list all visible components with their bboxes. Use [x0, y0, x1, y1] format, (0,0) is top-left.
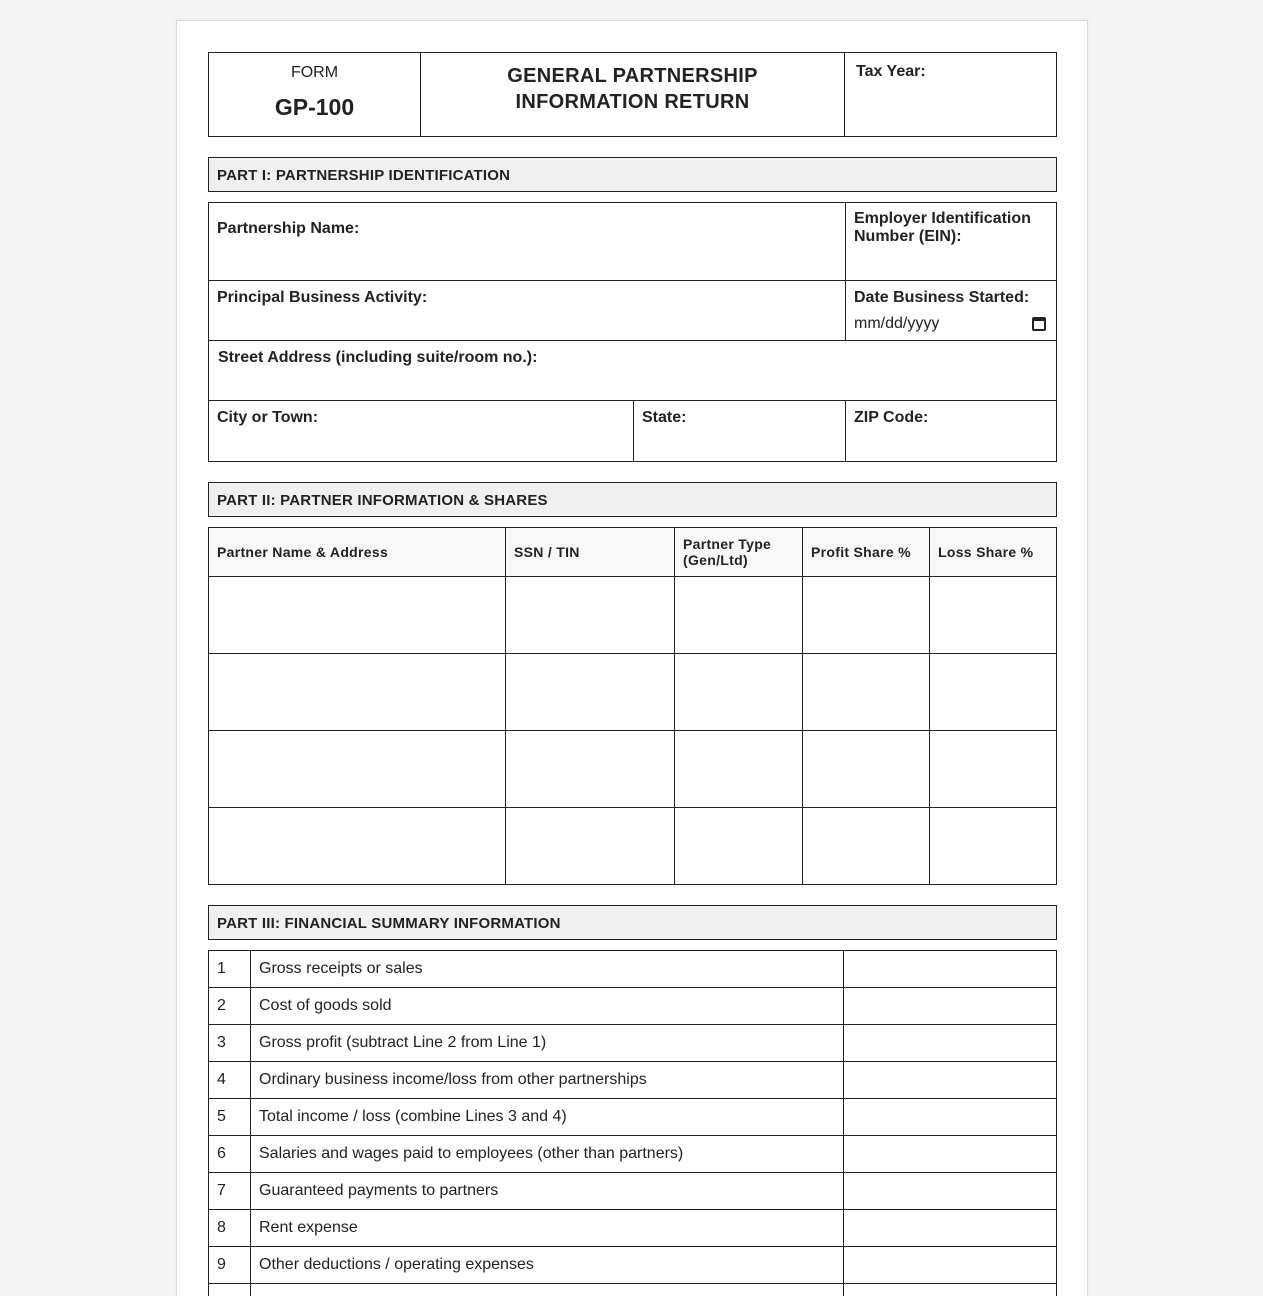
table-row: [209, 1062, 1057, 1099]
date-placeholder: mm/dd/yyyy: [854, 315, 940, 332]
ssn-cell[interactable]: [506, 808, 675, 885]
table-row: [209, 1284, 1057, 1296]
partner-table-header: [209, 528, 1057, 577]
table-row: [209, 1099, 1057, 1136]
loss-share-cell[interactable]: [930, 577, 1057, 654]
date-started-label: Date Business Started:: [854, 289, 1030, 306]
form-title-box: [421, 53, 845, 136]
form-id-box: [209, 53, 421, 136]
partner-type-cell[interactable]: [675, 577, 803, 654]
line-amount-field[interactable]: [844, 1173, 1057, 1210]
table-row: [209, 1210, 1057, 1247]
line-number: 6: [209, 1136, 251, 1173]
profit-share-cell[interactable]: [803, 654, 930, 731]
part2-heading: PART II: PARTNER INFORMATION & SHARES: [208, 482, 1057, 517]
table-row: [209, 1247, 1057, 1284]
line-description: Cost of goods sold: [251, 988, 844, 1025]
loss-share-cell[interactable]: [930, 731, 1057, 808]
line-amount-field[interactable]: [844, 1025, 1057, 1062]
state-field[interactable]: [633, 401, 845, 461]
table-row: [209, 988, 1057, 1025]
line-number: 9: [209, 1247, 251, 1284]
line-number: 5: [209, 1099, 251, 1136]
line-number: 1: [209, 951, 251, 988]
business-activity-label: Principal Business Activity:: [217, 289, 428, 306]
partner-name-cell[interactable]: [209, 654, 506, 731]
line-description: Ordinary business income/loss from other partnerships: [251, 1062, 844, 1099]
partner-name-cell[interactable]: [209, 731, 506, 808]
form-title: [421, 63, 844, 115]
table-row: [209, 808, 1057, 885]
form-content: [208, 52, 1057, 1296]
street-address-field[interactable]: [209, 341, 1056, 400]
line-amount-field[interactable]: [844, 1062, 1057, 1099]
zip-field[interactable]: [845, 401, 1056, 461]
calendar-icon[interactable]: [1032, 317, 1046, 331]
line-number: 4: [209, 1062, 251, 1099]
city-field[interactable]: [209, 401, 633, 461]
part3-heading: PART III: FINANCIAL SUMMARY INFORMATION: [208, 905, 1057, 940]
line-number: 8: [209, 1210, 251, 1247]
line-number: 7: [209, 1173, 251, 1210]
profit-share-cell[interactable]: [803, 577, 930, 654]
line-amount-field[interactable]: [844, 1136, 1057, 1173]
form-title-line2: INFORMATION RETURN: [515, 91, 750, 113]
date-started-field: [845, 281, 1056, 340]
part1-heading: PART I: PARTNERSHIP IDENTIFICATION: [208, 157, 1057, 192]
line-amount-field[interactable]: [844, 951, 1057, 988]
zip-label: ZIP Code:: [854, 409, 929, 426]
line-amount-field[interactable]: [844, 1099, 1057, 1136]
table-row: [209, 1025, 1057, 1062]
line-description: [251, 1284, 844, 1296]
form-title-line1: GENERAL PARTNERSHIP: [507, 65, 758, 87]
line-amount-field[interactable]: [844, 988, 1057, 1025]
part1-row-city: [209, 401, 1056, 461]
line-description: Rent expense: [251, 1210, 844, 1247]
line-description: Gross receipts or sales: [251, 951, 844, 988]
line-description: Salaries and wages paid to employees (other than partners): [251, 1136, 844, 1173]
ssn-cell[interactable]: [506, 731, 675, 808]
ein-label: Employer Identification Number (EIN):: [854, 210, 1031, 245]
partner-name-cell[interactable]: [209, 577, 506, 654]
partnership-name-field[interactable]: [209, 203, 845, 280]
city-label: City or Town:: [217, 409, 319, 426]
table-row: [209, 577, 1057, 654]
table-row: [209, 951, 1057, 988]
form-sheet: [176, 20, 1088, 1296]
business-activity-field[interactable]: [209, 281, 845, 340]
part1-row-activity: [209, 281, 1056, 341]
form-header: [208, 52, 1057, 137]
col-loss-share: Loss Share %: [930, 528, 1057, 577]
partner-type-cell[interactable]: [675, 808, 803, 885]
date-started-input[interactable]: [854, 315, 1048, 333]
part1-row-name: [209, 203, 1056, 281]
form-number: GP-100: [274, 94, 355, 120]
partner-type-cell[interactable]: [675, 731, 803, 808]
ssn-cell[interactable]: [506, 654, 675, 731]
state-label: State:: [642, 409, 687, 426]
line-number: 3: [209, 1025, 251, 1062]
line-description: Guaranteed payments to partners: [251, 1173, 844, 1210]
loss-share-cell[interactable]: [930, 654, 1057, 731]
tax-year-label: Tax Year:: [856, 63, 926, 80]
line-description: Other deductions / operating expenses: [251, 1247, 844, 1284]
part1-grid: [208, 202, 1057, 462]
partner-type-cell[interactable]: [675, 654, 803, 731]
ssn-cell[interactable]: [506, 577, 675, 654]
table-row: [209, 654, 1057, 731]
ein-field[interactable]: [845, 203, 1056, 280]
table-row: [209, 731, 1057, 808]
table-row: [209, 1136, 1057, 1173]
partnership-name-label: Partnership Name:: [217, 220, 360, 237]
col-ssn-tin: SSN / TIN: [506, 528, 675, 577]
tax-year-field[interactable]: [845, 53, 1056, 136]
col-partner-type: Partner Type (Gen/Ltd): [675, 528, 803, 577]
financial-table: [208, 950, 1057, 1296]
profit-share-cell[interactable]: [803, 731, 930, 808]
col-partner-name: Partner Name & Address: [209, 528, 506, 577]
profit-share-cell[interactable]: [803, 808, 930, 885]
loss-share-cell[interactable]: [930, 808, 1057, 885]
line-number: [209, 1284, 251, 1296]
part1-row-address: [209, 341, 1056, 401]
col-profit-share: Profit Share %: [803, 528, 930, 577]
street-address-label: Street Address (including suite/room no.):: [218, 349, 538, 366]
partner-table: [208, 527, 1057, 885]
line-description: Gross profit (subtract Line 2 from Line 1): [251, 1025, 844, 1062]
form-label: FORM: [290, 64, 339, 81]
line-amount-field[interactable]: [844, 1210, 1057, 1247]
line-description: Total income / loss (combine Lines 3 and 4): [251, 1099, 844, 1136]
line-amount-field[interactable]: [844, 1247, 1057, 1284]
partner-name-cell[interactable]: [209, 808, 506, 885]
table-row: [209, 1173, 1057, 1210]
line-number: 2: [209, 988, 251, 1025]
line-amount-field[interactable]: [844, 1284, 1057, 1296]
